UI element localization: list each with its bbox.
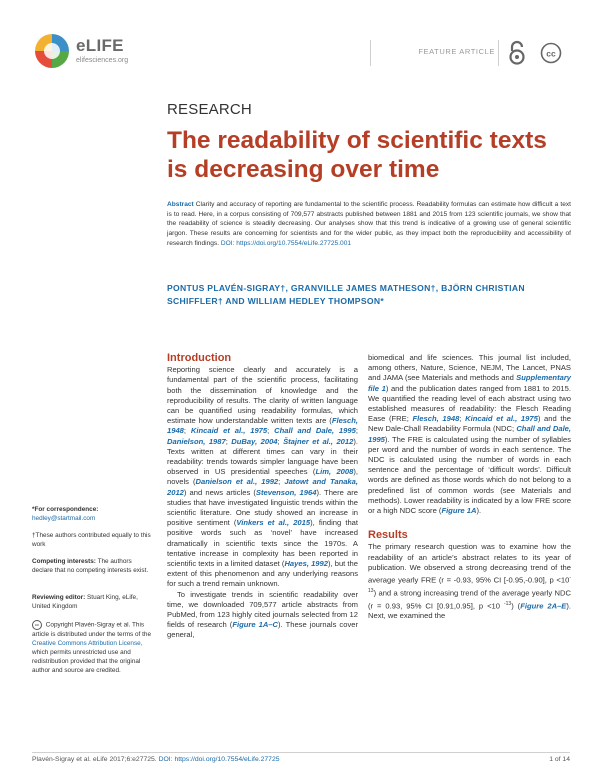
- abstract: [167, 200, 571, 249]
- copyright-prefix: Copyright Plavén-Sigray et al. This article is distributed under the terms of the: [32, 621, 151, 638]
- abstract-text: Clarity and accuracy of reporting are fundamental to the scientific process. Readability formulas can estimate how difficult a text is to read. Here, in a corpus consisting of 709,577 abstracts published between 1881 and 2015 from 123 scientific journals, we show that the readability of science is steadily decreasing. Our analyses show that this trend is indicative of a growing use of general scientific jargon. These results are concerning for scientists and for the wider public, as they impact both the reproducibility and accessibility of research findings.: [167, 201, 571, 247]
- copyright-cc-icon: cc: [32, 620, 42, 630]
- citation-link[interactable]: Lim, 2008: [315, 467, 354, 477]
- correspondence-email[interactable]: hedley@startmail.com: [32, 515, 96, 522]
- copyright-suffix: which permits unrestricted use and redistribution provided that the original author and source are credited.: [32, 649, 141, 674]
- logo-site: elifesciences.org: [76, 57, 129, 64]
- supplementary-link[interactable]: Supplementary file 1: [368, 373, 571, 393]
- reviewing-editor-note: [32, 593, 152, 611]
- citation-link[interactable]: Danielson et al., 1992: [195, 477, 279, 487]
- citation-link[interactable]: Jatowt and Tanaka, 2012: [167, 477, 358, 497]
- feature-label: FEATURE ARTICLE: [418, 47, 495, 56]
- figure-link[interactable]: Figure 1A–C: [232, 620, 279, 630]
- citation-link[interactable]: Vinkers et al., 2015: [236, 518, 311, 528]
- correspondence-label: *For correspondence:: [32, 506, 99, 513]
- section-label: RESEARCH: [167, 101, 252, 118]
- correspondence-note: [32, 505, 152, 523]
- footer-divider: [32, 752, 570, 753]
- footer-doi-link[interactable]: DOI: https://doi.org/10.7554/eLife.27725: [158, 756, 280, 763]
- footer-citation: [32, 756, 280, 763]
- citation-link[interactable]: Flesch, 1948: [412, 414, 460, 424]
- copyright-note: [32, 620, 152, 675]
- logo-name: eLIFE: [76, 36, 124, 55]
- citation-link[interactable]: Chall and Dale, 1995: [368, 424, 572, 444]
- citation-link[interactable]: Kincaid et al., 1975: [190, 426, 268, 436]
- results-paragraph-1: The primary research question was to examine how the readability of an article’s abstract relates to its year of publication. We observed a strong decreasing trend of the average yearly FRE (r = -0.93, 95% CI [-0.95,-0.90], $p <10^{-13}$) and a strong increasing trend of the average yearly NDC (r = 0.93, 95% CI [0.91,0.95], p <10 $^{-13}$) (Figure 2A–E). Next, we examined the: [368, 542, 572, 621]
- header-divider: [370, 40, 371, 66]
- abstract-label: Abstract: [167, 201, 194, 208]
- citation-link[interactable]: Hayes, 1992: [284, 559, 328, 569]
- intro-paragraph-3: biomedical and life sciences. This journal list included, among others, Nature, Science, NEJM, The Lancet, PNAS and JAMA (see Materials and methods and Supplementary file 1) and the publication dates ranged from 1881 to 2015. We quantified the reading level of each abstract using two established measures of readability: the Flesch Reading Ease (FRE; Flesch, 1948; Kincaid et al., 1975) and the New Dale-Chall Readability Formula (NDC; Chall and Dale, 1995). The FRE is calculated using the number of syllables per word and the number of words in each sentence. The NDC is calculated using the number of words in each sentence and the percentage of ‘difficult words’. Difficult words are defined as those words which do not belong to a predefined list of common words (see Materials and methods). Lower readability is indicated by a low FRE score or a high NDC score (Figure 1A).: [368, 353, 572, 516]
- body-column-left: [167, 353, 358, 641]
- intro-paragraph-1: Reporting science clearly and accurately is a fundamental part of the scientific process, facilitating both the dissemination of knowledge and the reproducibility of results. The clarity of written language can be quantified using readability formulas, which estimate how understandable written texts are (Flesch, 1948; Kincaid et al., 1975; Chall and Dale, 1995; Danielson, 1987; DuBay, 2004; Štajner et al., 2012). Texts written at different times can vary in their readability: trends towards simpler language have been observed in US presidential speeches (Lim, 2008), novels (Danielson et al., 1992; Jatowt and Tanaka, 2012) and news articles (Stevenson, 1964). There are studies that have investigated linguistic trends within the scientific literature. One study showed an increase in positive sentiment (Vinkers et al., 2015), finding that positive words such as ‘novel’ have increased dramatically in scientific texts since the 1970s. A tentative increase in complexity has been reported in scientific texts in a limited dataset (Hayes, 1992), but the extent of this phenomenon and any underlying reasons for such a trend remain unknown.: [167, 365, 359, 589]
- citation-link[interactable]: Flesch, 1948: [167, 416, 358, 436]
- citation-link[interactable]: Chall and Dale, 1995: [274, 426, 356, 436]
- competing-value: The authors declare that no competing interests exist.: [32, 558, 149, 574]
- citation-link[interactable]: Stevenson, 1964: [255, 487, 317, 497]
- results-heading: Results: [368, 529, 408, 542]
- svg-text:cc: cc: [546, 48, 556, 59]
- citation-link[interactable]: Danielson, 1987: [167, 436, 226, 446]
- competing-label: Competing interests:: [32, 558, 96, 565]
- page-number: 1 of 14: [549, 756, 570, 763]
- introduction-heading: Introduction: [167, 352, 232, 364]
- header-divider: [498, 40, 499, 66]
- article-title: The readability of scientific texts is decreasing over time: [167, 127, 547, 183]
- competing-interests-note: [32, 557, 152, 575]
- elife-logo[interactable]: [34, 33, 144, 69]
- abstract-doi-link[interactable]: DOI: https://doi.org/10.7554/eLife.27725.001: [220, 239, 352, 247]
- citation-link[interactable]: DuBay, 2004: [231, 436, 278, 446]
- figure-link[interactable]: Figure 2A–E: [520, 601, 567, 611]
- author-list: PONTUS PLAVÉN-SIGRAY†, GRANVILLE JAMES MATHESON†, BJÖRN CHRISTIAN SCHIFFLER† AND WILLIAM HEDLEY THOMPSON*: [167, 283, 525, 306]
- figure-link[interactable]: Figure 1A: [441, 506, 477, 516]
- intro-paragraph-2: To investigate trends in scientific readability over time, we downloaded 709,577 article abstracts from PubMed, from 123 highly cited journals selected from 12 fields of research (Figure 1A–C). These journals cover general,: [167, 589, 358, 640]
- equal-contribution-note: †These authors contributed equally to this work: [32, 532, 151, 548]
- open-access-icon: [506, 40, 528, 66]
- citation-link[interactable]: Štajner et al., 2012: [283, 436, 354, 446]
- citation-text: Plavén-Sigray et al. eLife 2017;6:e27725.: [32, 756, 157, 763]
- editor-label: Reviewing editor:: [32, 594, 86, 601]
- elife-logo-icon: [34, 33, 70, 69]
- body-column-right: [368, 353, 571, 621]
- citation-link[interactable]: Kincaid et al., 1975: [465, 414, 538, 424]
- license-link[interactable]: Creative Commons Attribution License,: [32, 640, 143, 647]
- editor-value: Stuart King, eLife, United Kingdom: [32, 594, 138, 610]
- creative-commons-icon: [540, 42, 562, 64]
